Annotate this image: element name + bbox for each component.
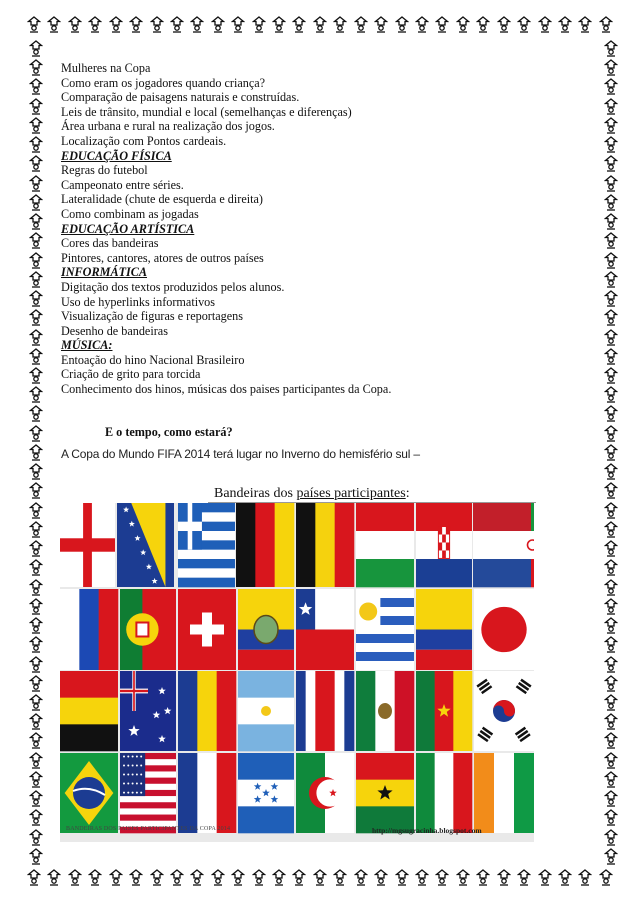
flag-belgium-alt xyxy=(60,671,118,751)
border-motif-icon xyxy=(578,869,592,889)
border-motif-icon xyxy=(29,809,43,826)
flag-italy xyxy=(416,753,472,833)
list-item: Localização com Pontos cardeais. xyxy=(61,133,227,148)
list-item: Visualização de figuras e reportagens xyxy=(61,309,243,324)
flag-honduras xyxy=(238,753,294,833)
border-motif-icon xyxy=(252,869,266,889)
border-motif-icon xyxy=(29,521,43,538)
border-motif-icon xyxy=(604,636,618,653)
flag-cameroon xyxy=(416,671,472,751)
flag-mexico xyxy=(356,671,414,751)
border-motif-icon xyxy=(604,40,618,57)
flag-colombia-alt xyxy=(178,671,236,751)
border-motif-icon xyxy=(599,869,613,889)
border-motif-icon xyxy=(231,869,245,889)
border-motif-icon xyxy=(517,16,531,36)
flags-caption-part1: Bandeiras dos xyxy=(214,486,293,501)
border-motif-icon xyxy=(604,386,618,403)
border-motif-icon xyxy=(374,16,388,36)
border-motif-icon xyxy=(604,444,618,461)
border-motif-icon xyxy=(599,16,613,36)
border-motif-icon xyxy=(604,790,618,807)
flag-croatia xyxy=(416,503,472,587)
subject-list xyxy=(61,61,551,397)
flags-caption xyxy=(214,486,410,502)
weather-question: E o tempo, como estará? xyxy=(105,425,233,439)
border-motif-icon xyxy=(604,463,618,480)
decorative-border-top xyxy=(27,16,613,36)
list-item: Mulheres na Copa xyxy=(61,61,151,75)
border-motif-icon xyxy=(29,713,43,730)
flags-image-url: http://mgsugracinha.blogspot.com xyxy=(372,826,482,835)
border-motif-icon xyxy=(29,59,43,76)
border-motif-icon xyxy=(395,869,409,889)
border-motif-icon xyxy=(292,16,306,36)
border-motif-icon xyxy=(29,78,43,95)
flag-argentina xyxy=(238,671,294,751)
border-motif-icon xyxy=(109,869,123,889)
border-motif-icon xyxy=(29,559,43,576)
list-item: Conhecimento dos hinos, músicas dos paises participantes da Copa. xyxy=(61,382,392,397)
border-motif-icon xyxy=(604,348,618,365)
border-motif-icon xyxy=(211,869,225,889)
border-motif-icon xyxy=(415,869,429,889)
flag-france xyxy=(178,753,236,833)
flag-switzerland xyxy=(178,589,236,670)
flag-uruguay xyxy=(356,589,414,670)
border-motif-icon xyxy=(313,869,327,889)
border-motif-icon xyxy=(604,213,618,230)
flag-belgium xyxy=(296,503,354,587)
border-motif-icon xyxy=(497,869,511,889)
decorative-border-left xyxy=(26,40,46,865)
border-motif-icon xyxy=(604,194,618,211)
border-motif-icon xyxy=(604,482,618,499)
list-item: Área urbana e rural na realização dos jogos. xyxy=(61,119,275,134)
flags-caption-suffix: : xyxy=(405,486,410,501)
flag-bosnia-herzegovina xyxy=(117,503,174,587)
border-motif-icon xyxy=(29,386,43,403)
border-motif-icon xyxy=(604,136,618,153)
border-motif-icon xyxy=(29,502,43,519)
flag-japan xyxy=(474,589,534,670)
border-motif-icon xyxy=(604,598,618,615)
border-motif-icon xyxy=(88,869,102,889)
border-motif-icon xyxy=(231,16,245,36)
flag-ghana xyxy=(356,753,414,833)
border-motif-icon xyxy=(29,194,43,211)
flags-caption-part2: países participantes xyxy=(296,486,406,501)
list-item: Criação de grito para torcida xyxy=(61,367,201,382)
border-motif-icon xyxy=(252,16,266,36)
border-motif-icon xyxy=(604,252,618,269)
border-motif-icon xyxy=(272,16,286,36)
border-motif-icon xyxy=(604,771,618,788)
border-motif-icon xyxy=(395,16,409,36)
border-motif-icon xyxy=(29,752,43,769)
flag-south-korea xyxy=(474,671,534,751)
border-motif-icon xyxy=(150,869,164,889)
border-motif-icon xyxy=(29,790,43,807)
border-motif-icon xyxy=(604,425,618,442)
border-motif-icon xyxy=(29,136,43,153)
flag-portugal xyxy=(120,589,176,670)
border-motif-icon xyxy=(604,675,618,692)
flag-germany xyxy=(236,503,294,587)
flag-colombia xyxy=(416,589,472,670)
border-motif-icon xyxy=(604,117,618,134)
list-item: Como eram os jogadores quando criança? xyxy=(61,75,266,90)
border-motif-icon xyxy=(29,771,43,788)
list-item: Lateralidade (chute de esquerda e direita) xyxy=(61,192,263,207)
border-motif-icon xyxy=(211,16,225,36)
border-motif-icon xyxy=(374,869,388,889)
border-motif-icon xyxy=(578,16,592,36)
border-motif-icon xyxy=(29,309,43,326)
flag-greece xyxy=(178,503,235,587)
flag-algeria xyxy=(296,753,354,833)
border-motif-icon xyxy=(604,502,618,519)
section-heading: MÚSICA: xyxy=(61,338,113,353)
border-motif-icon xyxy=(29,463,43,480)
border-motif-icon xyxy=(272,869,286,889)
border-motif-icon xyxy=(604,656,618,673)
border-motif-icon xyxy=(333,16,347,36)
border-motif-icon xyxy=(109,16,123,36)
border-motif-icon xyxy=(88,16,102,36)
border-motif-icon xyxy=(29,732,43,749)
flag-brazil xyxy=(60,753,118,833)
border-motif-icon xyxy=(604,155,618,172)
border-motif-icon xyxy=(604,232,618,249)
border-motif-icon xyxy=(29,829,43,846)
border-motif-icon xyxy=(47,16,61,36)
list-item: Campeonato entre séries. xyxy=(61,177,184,192)
border-motif-icon xyxy=(604,617,618,634)
border-motif-icon xyxy=(129,869,143,889)
border-motif-icon xyxy=(170,869,184,889)
border-motif-icon xyxy=(604,521,618,538)
border-motif-icon xyxy=(604,405,618,422)
border-motif-icon xyxy=(29,482,43,499)
border-motif-icon xyxy=(558,16,572,36)
border-motif-icon xyxy=(29,444,43,461)
section-heading: INFORMÁTICA xyxy=(61,265,148,280)
border-motif-icon xyxy=(292,869,306,889)
flag-netherlands xyxy=(473,503,531,587)
border-motif-icon xyxy=(29,213,43,230)
border-motif-icon xyxy=(476,869,490,889)
border-motif-icon xyxy=(435,869,449,889)
border-motif-icon xyxy=(29,98,43,115)
border-motif-icon xyxy=(29,175,43,192)
border-motif-icon xyxy=(29,617,43,634)
flag-ecuador xyxy=(238,589,294,670)
list-item: Entoação do hino Nacional Brasileiro xyxy=(61,352,245,367)
flag-usa xyxy=(120,753,176,833)
border-motif-icon xyxy=(29,348,43,365)
flag-chile xyxy=(296,589,354,670)
border-motif-icon xyxy=(29,290,43,307)
border-motif-icon xyxy=(68,16,82,36)
border-motif-icon xyxy=(604,290,618,307)
border-motif-icon xyxy=(415,16,429,36)
border-motif-icon xyxy=(27,16,41,36)
border-motif-icon xyxy=(29,656,43,673)
flag-australia xyxy=(120,671,176,751)
border-motif-icon xyxy=(604,271,618,288)
border-motif-icon xyxy=(604,98,618,115)
border-motif-icon xyxy=(354,869,368,889)
border-motif-icon xyxy=(29,232,43,249)
border-motif-icon xyxy=(435,16,449,36)
list-item: Pintores, cantores, atores de outros países xyxy=(61,250,264,265)
border-motif-icon xyxy=(313,16,327,36)
border-motif-icon xyxy=(604,809,618,826)
flags-image-label: BANDEIRAS DOS PAISES PARTICIPANTES DA COPA 2014 xyxy=(66,826,231,832)
border-motif-icon xyxy=(29,425,43,442)
border-motif-icon xyxy=(29,636,43,653)
border-motif-icon xyxy=(538,869,552,889)
border-motif-icon xyxy=(47,869,61,889)
flag-hungary xyxy=(356,503,414,587)
list-item: Desenho de bandeiras xyxy=(61,323,168,338)
border-motif-icon xyxy=(497,16,511,36)
border-motif-icon xyxy=(604,848,618,865)
border-motif-icon xyxy=(170,16,184,36)
border-motif-icon xyxy=(456,869,470,889)
border-motif-icon xyxy=(29,579,43,596)
border-motif-icon xyxy=(604,559,618,576)
border-motif-icon xyxy=(29,540,43,557)
flag-russia xyxy=(60,589,118,670)
border-motif-icon xyxy=(604,752,618,769)
flag-costa-rica xyxy=(296,671,354,751)
flags-image xyxy=(60,503,534,842)
border-motif-icon xyxy=(29,271,43,288)
border-motif-icon xyxy=(29,40,43,57)
border-motif-icon xyxy=(29,367,43,384)
border-motif-icon xyxy=(558,869,572,889)
border-motif-icon xyxy=(604,78,618,95)
border-motif-icon xyxy=(604,732,618,749)
border-motif-icon xyxy=(456,16,470,36)
border-motif-icon xyxy=(29,329,43,346)
border-motif-icon xyxy=(604,59,618,76)
decorative-border-right xyxy=(601,40,621,865)
border-motif-icon xyxy=(29,252,43,269)
list-item: Leis de trânsito, mundial e local (semelhanças e diferenças) xyxy=(61,104,352,119)
border-motif-icon xyxy=(476,16,490,36)
border-motif-icon xyxy=(29,848,43,865)
border-motif-icon xyxy=(190,869,204,889)
border-motif-icon xyxy=(68,869,82,889)
list-item: Regras do futebol xyxy=(61,163,148,178)
border-motif-icon xyxy=(29,598,43,615)
border-motif-icon xyxy=(29,405,43,422)
border-motif-icon xyxy=(604,713,618,730)
list-item: Como combinam as jogadas xyxy=(61,206,199,221)
border-motif-icon xyxy=(27,869,41,889)
border-motif-icon xyxy=(354,16,368,36)
border-motif-icon xyxy=(604,175,618,192)
border-motif-icon xyxy=(29,694,43,711)
border-motif-icon xyxy=(150,16,164,36)
list-item: Comparação de paisagens naturais e construídas. xyxy=(61,90,300,105)
border-motif-icon xyxy=(604,540,618,557)
list-item: Digitação dos textos produzidos pelos alunos. xyxy=(61,279,285,294)
border-motif-icon xyxy=(129,16,143,36)
flag-ivory-coast xyxy=(474,753,534,833)
flags-grid xyxy=(60,503,534,842)
border-motif-icon xyxy=(538,16,552,36)
border-motif-icon xyxy=(604,329,618,346)
border-motif-icon xyxy=(190,16,204,36)
border-motif-icon xyxy=(333,869,347,889)
border-motif-icon xyxy=(604,694,618,711)
border-motif-icon xyxy=(604,579,618,596)
section-heading: EDUCAÇÃO FÍSICA xyxy=(61,148,172,163)
border-motif-icon xyxy=(29,675,43,692)
list-item: Cores das bandeiras xyxy=(61,236,159,251)
weather-answer: A Copa do Mundo FIFA 2014 terá lugar no Inverno do hemisfério sul – xyxy=(61,447,420,461)
flag-england xyxy=(60,503,115,587)
border-motif-icon xyxy=(604,367,618,384)
border-motif-icon xyxy=(517,869,531,889)
border-motif-icon xyxy=(604,829,618,846)
list-item: Uso de hyperlinks informativos xyxy=(61,294,216,309)
decorative-border-bottom xyxy=(27,869,613,889)
border-motif-icon xyxy=(29,155,43,172)
border-motif-icon xyxy=(29,117,43,134)
section-heading: EDUCAÇÃO ARTÍSTICA xyxy=(61,221,195,236)
border-motif-icon xyxy=(604,309,618,326)
